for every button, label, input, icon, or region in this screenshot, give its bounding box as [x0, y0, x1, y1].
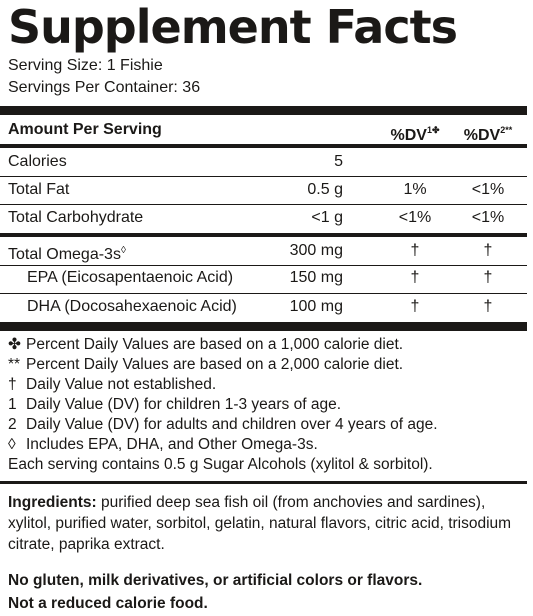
nutrient-dv1: 1% — [403, 181, 427, 198]
footnote — [8, 395, 341, 415]
dv2-header: $\%DV^{2**}$ — [463, 125, 513, 144]
panel-title: Supplement Facts — [8, 0, 457, 54]
nutrient-row-epa — [0, 266, 527, 290]
row-divider — [0, 204, 527, 205]
footnote — [8, 435, 318, 455]
thick-divider — [0, 106, 527, 115]
nutrient-dv1: † — [410, 242, 420, 259]
nutrient-dv2: † — [483, 242, 493, 259]
nutrient-row-calories — [0, 150, 527, 174]
footnote-symbol: † — [8, 376, 17, 393]
amount-per-serving-label: Amount Per Serving — [8, 121, 162, 138]
ingredients-text: purified deep sea fish oil (from anchovies and sardines), xylitol, purified water, sorbitol, gelatin, natural flavors, citric acid, trisodium citrate, paprika extract. — [8, 494, 512, 553]
footnote — [8, 335, 403, 355]
calorie-notice: Not a reduced calorie food. — [8, 595, 208, 612]
row-divider — [0, 293, 527, 294]
nutrient-amount: 100 mg — [289, 298, 343, 315]
column-header-row — [0, 118, 527, 142]
sugar-alcohols-note: Each serving contains 0.5 g Sugar Alcohols (xylitol & sorbitol). — [8, 456, 433, 473]
footnote-text: Daily Value not established. — [26, 376, 217, 393]
footnote-text: Includes EPA, DHA, and Other Omega-3s. — [26, 436, 318, 453]
nutrient-amount: 0.5 g — [307, 181, 343, 198]
nutrient-row-total-fat — [0, 178, 527, 202]
nutrient-amount: 5 — [334, 153, 343, 170]
footnote-symbol: 2 — [8, 416, 17, 433]
row-divider — [0, 176, 527, 177]
footnote-text: Daily Value (DV) for adults and children over 4 years of age. — [26, 416, 438, 433]
nutrient-dv2: <1% — [471, 209, 505, 226]
allergen-notice: No gluten, milk derivatives, or artificial colors or flavors. — [8, 572, 423, 589]
dv1-header-footnote-mark: 1✤ — [426, 125, 440, 135]
nutrient-dv2: <1% — [471, 181, 505, 198]
footnote-symbol: ** — [8, 356, 21, 373]
footnote-text: Percent Daily Values are based on a 1,000 calorie diet. — [26, 336, 404, 353]
nutrient-row-dha — [0, 295, 527, 319]
footnote-text: Percent Daily Values are based on a 2,000 calorie diet. — [26, 356, 404, 373]
serving-size: Serving Size: 1 Fishie — [8, 57, 163, 74]
footnote-symbol: ◊ — [8, 436, 16, 453]
dv2-header-footnote-mark: 2** — [500, 125, 513, 135]
omega-3-footnote-mark: ◊ — [120, 245, 126, 256]
ingredients-label: Ingredients: — [8, 494, 97, 511]
nutrient-name: Calories — [8, 153, 67, 170]
nutrient-row-total-omega-3s — [0, 239, 527, 263]
nutrient-amount: 300 mg — [289, 242, 343, 259]
dv1-header: $\%DV^{1✤}$ — [390, 125, 440, 144]
nutrient-dv1: <1% — [398, 209, 432, 226]
nutrient-dv1: † — [410, 269, 420, 286]
footnote — [8, 415, 438, 435]
nutrient-amount: <1 g — [311, 209, 343, 226]
servings-per-container: Servings Per Container: 36 — [8, 79, 201, 96]
header-divider — [0, 144, 527, 148]
ingredients-statement — [8, 492, 524, 555]
nutrient-amount: 150 mg — [289, 269, 343, 286]
footnote-text: Daily Value (DV) for children 1-3 years of age. — [26, 396, 342, 413]
footnote-symbol: 1 — [8, 396, 17, 413]
footnote — [8, 355, 403, 375]
nutrient-name: EPA (Eicosapentaenoic Acid) — [27, 269, 234, 286]
nutrient-row-total-carbohydrate — [0, 206, 527, 230]
nutrient-dv2: † — [483, 269, 493, 286]
footnote-symbol: ✤ — [8, 336, 21, 353]
nutrient-name: Total Omega-3s◊ — [8, 245, 126, 263]
nutrient-dv2: † — [483, 298, 493, 315]
thick-divider — [0, 322, 527, 331]
section-divider — [0, 233, 527, 237]
panel-bottom-border — [0, 481, 527, 484]
nutrient-name: Total Carbohydrate — [8, 209, 144, 226]
nutrient-name: Total Fat — [8, 181, 70, 198]
footnote — [8, 375, 216, 395]
nutrient-name: DHA (Docosahexaenoic Acid) — [27, 298, 237, 315]
nutrient-dv1: † — [410, 298, 420, 315]
